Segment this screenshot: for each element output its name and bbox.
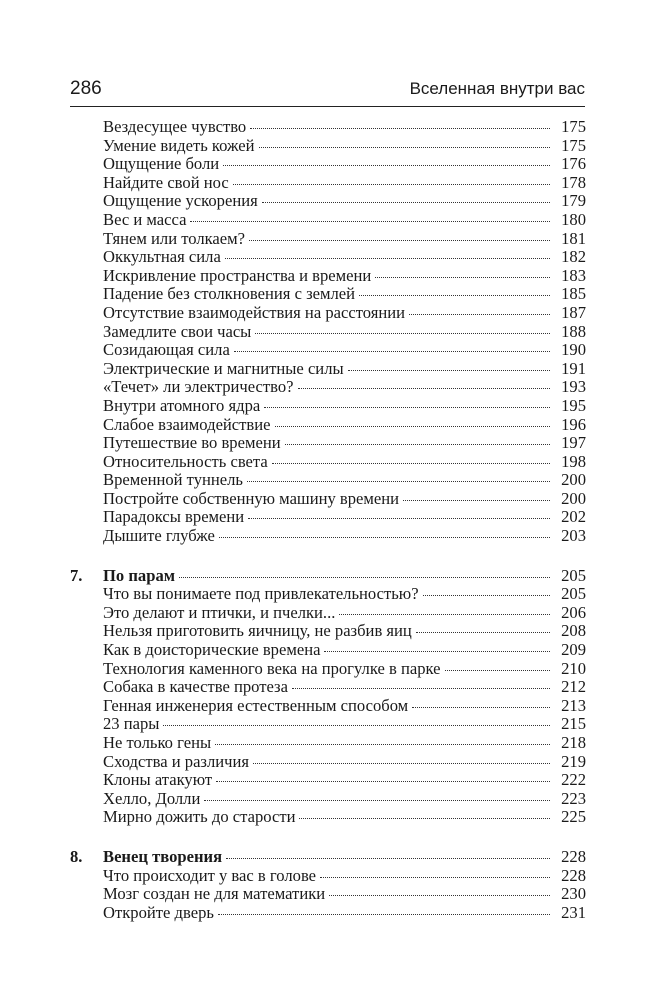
entry-page: 183 xyxy=(561,265,586,285)
dot-leader xyxy=(423,594,550,596)
entry-page: 190 xyxy=(561,340,586,360)
entry-page: 228 xyxy=(561,865,586,885)
toc-entry xyxy=(70,904,586,923)
chapter-number: 8. xyxy=(70,846,83,866)
toc-entry xyxy=(70,397,586,416)
entry-title: Ощущение боли xyxy=(103,154,220,174)
entry-page: 210 xyxy=(561,658,586,678)
chapter-title: По парам xyxy=(103,565,176,585)
chapter-heading xyxy=(70,567,586,586)
entry-page: 209 xyxy=(561,640,586,660)
entry-title: Относительность света xyxy=(103,451,268,471)
entry-title: Не только гены xyxy=(103,733,212,752)
chapter-page: 228 xyxy=(561,846,586,866)
entry-title: Вездесущее чувство xyxy=(103,117,247,136)
entry-title: Вес и масса xyxy=(103,209,187,229)
entry-title: Созидающая сила xyxy=(103,340,230,360)
toc-entry xyxy=(70,790,586,809)
entry-page: 188 xyxy=(561,321,586,341)
entry-page: 213 xyxy=(561,695,586,715)
entry-title: Технология каменного века на прогулке в парке xyxy=(103,658,441,678)
entry-page: 191 xyxy=(561,358,586,378)
entry-title: Ощущение ускорения xyxy=(103,191,258,211)
toc-entry xyxy=(70,285,586,304)
dot-leader xyxy=(320,876,550,878)
entry-page: 187 xyxy=(561,302,586,322)
entry-page: 218 xyxy=(561,733,586,752)
dot-leader xyxy=(223,164,550,166)
entry-title: Искривление пространства и времени xyxy=(103,265,372,285)
entry-page: 185 xyxy=(561,284,586,304)
toc-entry xyxy=(70,771,586,790)
dot-leader xyxy=(249,239,550,241)
entry-page: 176 xyxy=(561,154,586,174)
entry-page: 197 xyxy=(561,433,586,453)
toc-entry xyxy=(70,715,586,734)
dot-leader xyxy=(348,369,550,371)
chapter-title: Венец творения xyxy=(103,846,223,866)
entry-page: 175 xyxy=(561,135,586,155)
dot-leader xyxy=(233,183,550,185)
toc-entry xyxy=(70,734,586,753)
entry-title: Откройте дверь xyxy=(103,902,214,922)
dot-leader xyxy=(259,146,550,148)
dot-leader xyxy=(218,913,550,915)
toc-entry xyxy=(70,885,586,904)
toc-entry xyxy=(70,808,586,827)
toc-entry xyxy=(70,416,586,435)
dot-leader xyxy=(359,294,550,296)
entry-title: Временной туннель xyxy=(103,470,243,490)
toc-entry xyxy=(70,527,586,546)
section-spacer xyxy=(70,827,586,848)
page-number: 286 xyxy=(70,78,102,99)
dot-leader xyxy=(225,257,550,259)
entry-page: 225 xyxy=(561,807,586,827)
entry-page: 231 xyxy=(561,902,586,922)
entry-page: 182 xyxy=(561,247,586,267)
dot-leader xyxy=(292,687,550,689)
toc-entry xyxy=(70,471,586,490)
entry-page: 181 xyxy=(561,228,586,248)
dot-leader xyxy=(216,780,550,782)
entry-page: 195 xyxy=(561,395,586,415)
toc-entry xyxy=(70,155,586,174)
toc-entry xyxy=(70,137,586,156)
entry-page: 179 xyxy=(561,191,586,211)
entry-page: 208 xyxy=(561,621,586,641)
dot-leader xyxy=(272,462,550,464)
toc-entry xyxy=(70,678,586,697)
dot-leader xyxy=(264,406,550,408)
toc-entry xyxy=(70,660,586,679)
toc-entry xyxy=(70,641,586,660)
toc-entry xyxy=(70,622,586,641)
entry-page: 175 xyxy=(561,117,586,136)
entry-title: Путешествие во времени xyxy=(103,433,281,453)
dot-leader xyxy=(409,313,550,315)
dot-leader xyxy=(190,220,550,222)
chapter-number: 7. xyxy=(70,565,83,585)
entry-title: Собака в качестве протеза xyxy=(103,677,288,697)
entry-title: «Течет» ли электричество? xyxy=(103,377,294,397)
entry-title: Это делают и птички, и пчелки... xyxy=(103,602,336,622)
entry-page: 205 xyxy=(561,584,586,604)
entry-title: Клоны атакуют xyxy=(103,770,213,790)
toc-entry xyxy=(70,341,586,360)
dot-leader xyxy=(445,669,550,671)
entry-page: 198 xyxy=(561,451,586,471)
entry-page: 200 xyxy=(561,470,586,490)
dot-leader xyxy=(275,425,550,427)
toc-entry xyxy=(70,192,586,211)
dot-leader xyxy=(329,894,550,896)
entry-page: 203 xyxy=(561,526,586,546)
section-spacer xyxy=(70,546,586,567)
dot-leader xyxy=(215,743,550,745)
dot-leader xyxy=(247,480,550,482)
dot-leader xyxy=(226,857,550,859)
dot-leader xyxy=(285,443,550,445)
chapter-page: 205 xyxy=(561,565,586,585)
entry-title: 23 пары xyxy=(103,714,160,734)
dot-leader xyxy=(204,799,550,801)
dot-leader xyxy=(262,201,550,203)
entry-page: 178 xyxy=(561,172,586,192)
entry-title: Что происходит у вас в голове xyxy=(103,865,317,885)
toc-entry xyxy=(70,378,586,397)
entry-title: Мирно дожить до старости xyxy=(103,807,296,827)
entry-page: 202 xyxy=(561,507,586,527)
entry-page: 215 xyxy=(561,714,586,734)
entry-title: Что вы понимаете под привлекательностью? xyxy=(103,584,419,604)
entry-title: Дышите глубже xyxy=(103,526,215,546)
dot-leader xyxy=(339,613,550,615)
toc-entry xyxy=(70,174,586,193)
entry-title: Слабое взаимодействие xyxy=(103,414,271,434)
toc-entry xyxy=(70,211,586,230)
entry-page: 223 xyxy=(561,788,586,808)
entry-title: Внутри атомного ядра xyxy=(103,395,261,415)
entry-page: 219 xyxy=(561,751,586,771)
entry-page: 193 xyxy=(561,377,586,397)
entry-title: Найдите свой нос xyxy=(103,172,229,192)
entry-title: Замедлите свои часы xyxy=(103,321,252,341)
entry-title: Хелло, Долли xyxy=(103,788,201,808)
entry-page: 196 xyxy=(561,414,586,434)
toc-entry xyxy=(70,267,586,286)
entry-page: 180 xyxy=(561,209,586,229)
toc-entry xyxy=(70,753,586,772)
toc-entry xyxy=(70,434,586,453)
entry-title: Постройте собственную машину времени xyxy=(103,488,400,508)
toc-entry xyxy=(70,323,586,342)
entry-page: 230 xyxy=(561,884,586,904)
entry-title: Падение без столкновения с землей xyxy=(103,284,356,304)
toc-entry xyxy=(70,453,586,472)
entry-title: Тянем или толкаем? xyxy=(103,228,246,248)
toc-entry xyxy=(70,508,586,527)
entry-page: 222 xyxy=(561,770,586,790)
entry-title: Электрические и магнитные силы xyxy=(103,358,344,378)
toc-entry xyxy=(70,585,586,604)
running-header xyxy=(70,78,585,107)
dot-leader xyxy=(253,762,550,764)
dot-leader xyxy=(219,536,550,538)
entry-title: Как в доисторические времена xyxy=(103,640,321,660)
dot-leader xyxy=(248,517,550,519)
dot-leader xyxy=(416,631,550,633)
entry-title: Умение видеть кожей xyxy=(103,135,255,155)
dot-leader xyxy=(375,276,550,278)
entry-title: Отсутствие взаимодействия на расстоянии xyxy=(103,302,406,322)
entry-page: 212 xyxy=(561,677,586,697)
chapter-heading xyxy=(70,848,586,867)
entry-title: Оккультная сила xyxy=(103,247,221,267)
dot-leader xyxy=(299,817,550,819)
entry-page: 200 xyxy=(561,488,586,508)
dot-leader xyxy=(255,332,550,334)
dot-leader xyxy=(298,387,550,389)
dot-leader xyxy=(163,724,550,726)
entry-title: Генная инженерия естественным способом xyxy=(103,695,409,715)
entry-title: Парадоксы времени xyxy=(103,507,245,527)
toc-entry xyxy=(70,490,586,509)
toc-entry xyxy=(70,604,586,623)
dot-leader xyxy=(234,350,550,352)
toc-entry xyxy=(70,360,586,379)
dot-leader xyxy=(250,127,550,129)
dot-leader xyxy=(403,499,550,501)
running-title: Вселенная внутри вас xyxy=(409,79,585,98)
toc-entry xyxy=(70,304,586,323)
dot-leader xyxy=(179,576,550,578)
toc-entry xyxy=(70,697,586,716)
toc-entry xyxy=(70,230,586,249)
entry-title: Сходства и различия xyxy=(103,751,250,771)
entry-title: Мозг создан не для математики xyxy=(103,884,326,904)
entry-title: Нельзя приготовить яичницу, не разбив яиц xyxy=(103,621,412,641)
table-of-contents xyxy=(70,118,586,922)
dot-leader xyxy=(324,650,550,652)
toc-entry xyxy=(70,248,586,267)
dot-leader xyxy=(412,706,550,708)
toc-entry xyxy=(70,867,586,886)
entry-page: 206 xyxy=(561,602,586,622)
toc-entry xyxy=(70,118,586,137)
